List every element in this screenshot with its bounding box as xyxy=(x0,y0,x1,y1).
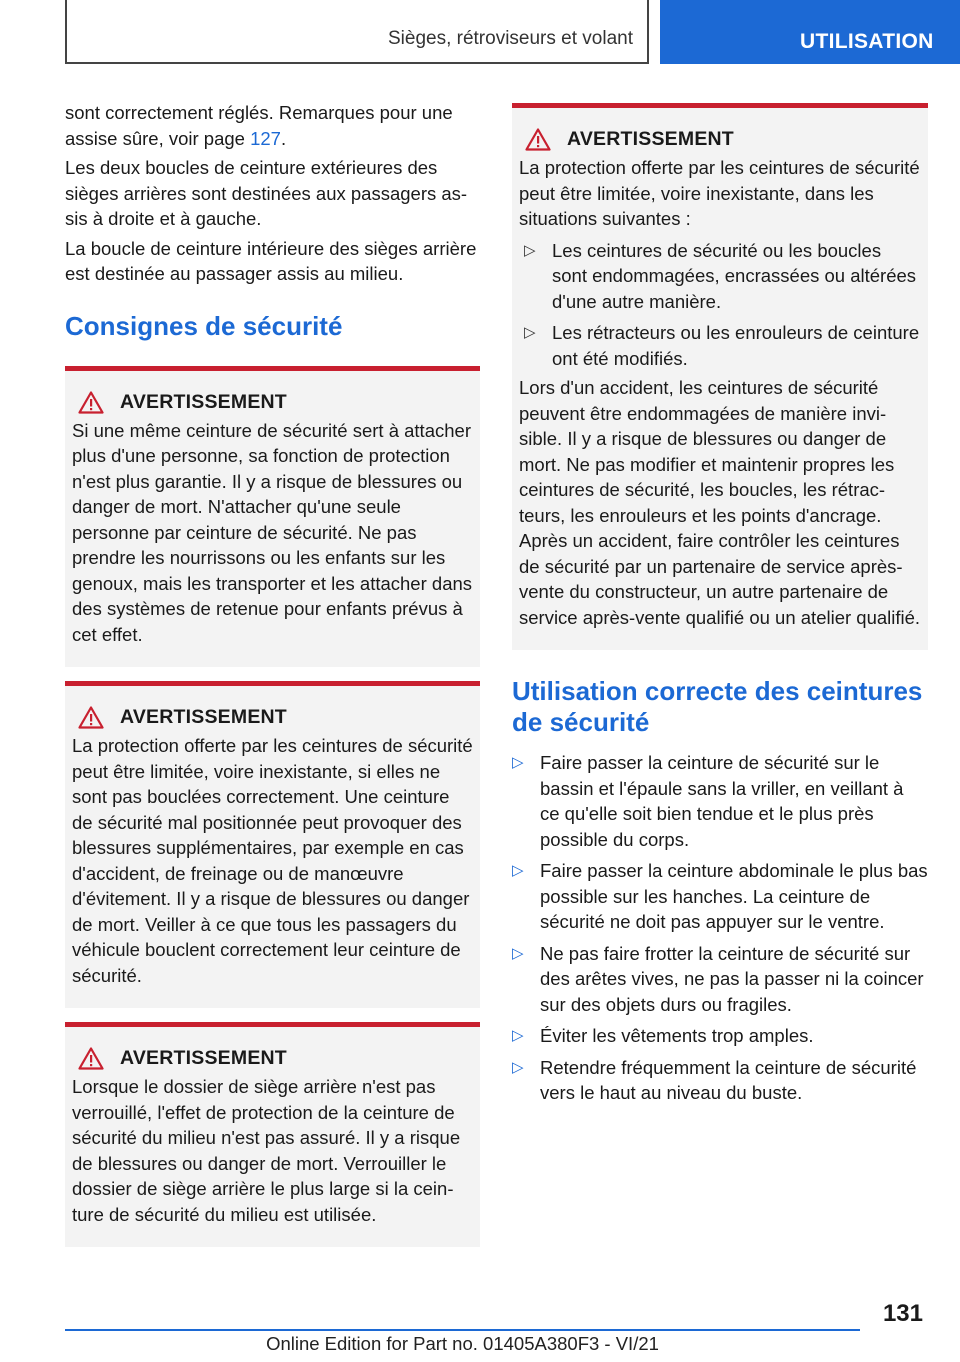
list-item: ▷ Faire passer la ceinture abdominale le plus bas possible sur les hanches. La ceinture de sécurité ne doit pas appuyer sur le ventre. xyxy=(512,858,928,935)
warning-list xyxy=(519,238,921,372)
heading-correct-use: Utilisation correcte des ceintures de sécurité xyxy=(512,676,923,737)
warning-text: Si une même ceinture de sécurité sert à attacher plus d'une personne, sa fonction de protection n'est plus garantie. Il y a risque de blessures ou danger de mort. N'attacher qu'une seule personne par ceinture de sécurité. Ne pas prendre les nourrissons ou les enfants sur les genoux, mais les transporter et les attacher dans des systèmes de retenue pour enfants prévus à cet effet. xyxy=(72,419,473,645)
header-section: UTILISATION xyxy=(800,30,934,53)
list-item: ▷ Les rétracteurs ou les enrouleurs de ceinture ont été modifiés. xyxy=(524,320,921,371)
warning-box xyxy=(65,366,480,668)
triangle-bullet-icon: ▷ xyxy=(524,324,536,341)
warning-intro: La protection offerte par les ceintures de sécurité peut être limitée, voire inexistante, dans les situations suivantes : xyxy=(519,157,920,229)
warning-triangle-icon xyxy=(525,128,551,151)
left-column xyxy=(65,100,480,1247)
warning-text: Lorsque le dossier de siège arrière n'est pas verrouillé, l'effet de protection de la ceinture de sécurité du milieu n'est pas assuré. Il y a risque de blessures ou danger de mort. Verrouiller le dossier de siège arrière le plus large si la ceinture de sécurité du milieu est utilisée. xyxy=(72,1076,461,1225)
list-item: ▷ Retendre fréquemment la ceinture de sécurité vers le haut au niveau du buste. xyxy=(512,1055,928,1106)
triangle-bullet-icon: ▷ xyxy=(512,944,524,962)
warning-outro: Lors d'un accident, les ceintures de sécurité peuvent être endommagées de manière invisible. Il y a risque de blessures ou danger de mort. Ne pas modifier et maintenir propres les ceintures de sécurité, les boucles, les rétracteurs, les enrouleurs et les points d'ancrage. Après un accident, faire contrôler les ceintures de sécurité par un partenaire de service après-vente du constructeur, un autre partenaire de service après-vente qualifié ou un atelier qualifié. xyxy=(519,377,921,628)
warning-title: AVERTISSEMENT xyxy=(120,706,287,728)
triangle-bullet-icon: ▷ xyxy=(512,1058,524,1076)
warning-box xyxy=(65,1022,480,1247)
paragraph-outer-buckles: Les deux boucles de ceinture extérieures des sièges arrières sont destinées aux passagers assis à droite et à gauche. xyxy=(65,157,468,229)
warning-title: AVERTISSEMENT xyxy=(120,1047,287,1069)
warning-title: AVERTISSEMENT xyxy=(120,390,287,413)
triangle-bullet-icon: ▷ xyxy=(512,862,524,879)
header-chapter: Sièges, rétroviseurs et volant xyxy=(387,28,633,49)
triangle-bullet-icon: ▷ xyxy=(524,241,536,259)
list-item: ▷ Ne pas faire frotter la ceinture de sécurité sur des arêtes vives, ne pas la passer ni la coincer sur des objets durs ou fragiles. xyxy=(512,941,928,1018)
warning-triangle-icon xyxy=(78,706,104,729)
header-section-tab[interactable] xyxy=(660,0,960,64)
right-column xyxy=(512,103,928,1112)
correct-use-list xyxy=(512,750,928,1106)
list-item: ▷ Faire passer la ceinture de sécurité sur le bassin et l'épaule sans la vriller, en veillant à ce qu'elle soit bien tendue et le plus près possible du corps. xyxy=(512,750,928,852)
paragraph-seat-adjust: sont correctement réglés. Remarques pour une assise sûre, voir page 127. xyxy=(65,102,453,149)
warning-triangle-icon xyxy=(78,1047,104,1070)
page-number: 131 xyxy=(882,1300,923,1327)
warning-triangle-icon xyxy=(78,391,104,414)
page-link[interactable]: 127 xyxy=(250,127,281,149)
warning-box xyxy=(512,103,928,650)
list-item: ▷ Éviter les vêtements trop amples. xyxy=(512,1023,928,1049)
footer-divider xyxy=(65,1329,860,1331)
header-chapter-box xyxy=(65,0,649,64)
triangle-bullet-icon: ▷ xyxy=(512,754,524,771)
triangle-bullet-icon: ▷ xyxy=(512,1027,524,1044)
paragraph-inner-buckle: La boucle de ceinture intérieure des sièges arrière est destinée au passager assis au milieu. xyxy=(65,237,477,284)
warning-title: AVERTISSEMENT xyxy=(567,128,734,150)
warning-box xyxy=(65,681,480,1008)
heading-safety: Consignes de sécurité xyxy=(65,310,343,341)
footer-edition: Online Edition for Part no. 01405A380F3 - VI/21 xyxy=(266,1333,659,1354)
warning-text: La protection offerte par les ceintures de sécurité peut être limitée, voire inexistante, si elles ne sont pas bouclées correctement. Une ceinture de sécurité mal positionnée peut provoquer des blessures supplémentaires, par exemple en cas d'accident, de freinage ou de manœuvre d'évitement. Il y a risque de blessures ou danger de mort. Veiller à ce que tous les passagers du véhicule bouclent correctement leur ceinture de sécurité. xyxy=(72,735,473,986)
list-item: ▷ Les ceintures de sécurité ou les boucles sont endommagées, encrassées ou altérées d'une autre manière. xyxy=(524,238,921,315)
